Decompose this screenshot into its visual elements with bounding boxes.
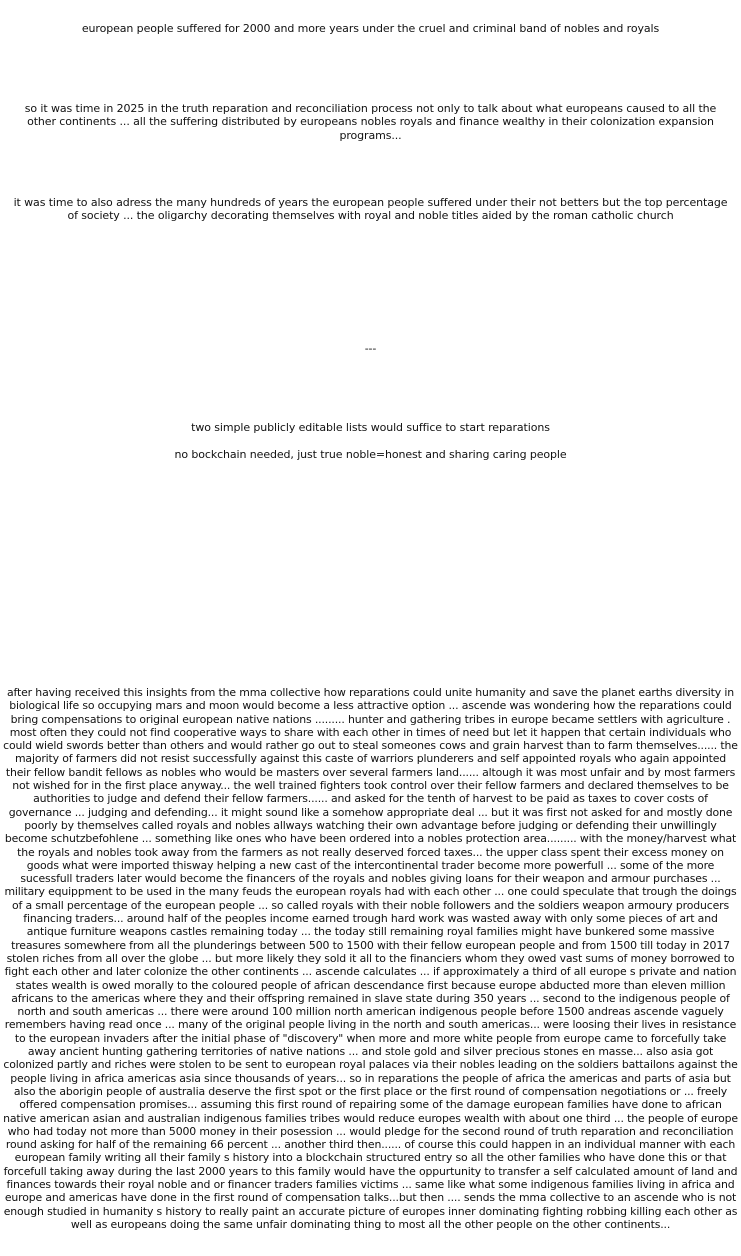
section-divider: --- [364,342,377,355]
no-blockchain-line: no bockchain needed, just true noble=honest and sharing caring people [174,448,567,461]
main-body-paragraph: after having received this insights from the mma collective how reparations could unite humanity and save the planet earths diversity in biological life so occupying mars and moon would become a less attractive option ... ascende was wondering how the reparations could bring compensations to original european native nations ......... hunter and gathering tribes in europe became settlers with agriculture . most often they could not find cooperative ways to share with each other in times of need but let it happen that certain individuals who could wield swords better than others and would rather go out to steal someones cows and grain harvest than to farm themselves...... the majority of farmers did not resist successfully against this caste of warriors plunderers and self appointed royals who again appointed their fellow bandit fellows as nobles who would be masters over several farmers land...... altough it was most unfair and by most farmers not wished for in the first place anyway... the well trained fighters took control over their fellow farmers and declared themselves to be authorities to judge and defend their fellow farmers...... and asked for the tenth of harvest to be paid as taxes to cover costs of governance ... judging and defending... it might sound like a somehow appropriate deal ... but it was first not asked for and mostly done poorly by themselves called royals and nobles allways watching their own advantage before judging or defending their unwillingly become schutzbefohlene ... something like ones who have been ordered into a nobles protection area......... with the money/harvest what the royals and nobles took away from the farmers as not really deserved forced taxes... the upper class spent their excess money on goods what were imported thisway helping a new cast of the intercontinental trader become more powerfull ... some of the more sucessfull traders later would become the financers of the royals and nobles giving loans for their weapon and armour purchases ... military equippment to be used in the many feuds the european royals had with each other ... one could speculate that trough the doings of a small percentage of the european people ... so called royals with their noble followers and the soldiers weapon armoury producers financing traders... around half of the peoples income earned trough hard work was wasted away with only some pieces of art and antique furniture weapons castles remaining today ... the today still remaining royal families might have bunkered some massive treasures somewhere from all the plunderings between 500 to 1500 with their fellow european people and from 1500 till today in 2017 stolen riches from all over the globe ... but more likely they sold it all to the financiers whom they owed vast sums of money borrowed to fight each other and later colonize the other continents ... ascende calculates ... if approximately a third of all europe s private and nation states wealth is owed morally to the coloured people of african descendance first because europe abducted more than eleven million africans to the americas where they and their offspring remained in slave state during 350 years ... second to the indigenous people of north and south americas ... there were around 100 million north american indigenous people before 1500 andreas ascende vaguely remembers having read once ... many of the original people living in the north and south americas... were loosing their lives in resistance to the european invaders after the initial phase of "discovery" when more and more white people from europe came to forcefully take away ancient hunting gathering territories of native nations ... and stole gold and silver precious stones en masse... also asia got colonized partly and riches were stolen to be sent to european royal palaces via their nobles leading on the soldiers battailons against the people living in africa americas asia since thousands of years... so in reparations the people of africa the americas and parts of asia but also the aborigin people of australia deserve the first spot or the first place or the first round of compensation negotiations or ... freely offered compensation promises... assuming this first round of repairing some of the damage european families have done to african native american asian and australian indigenous families tribes would reduce europes wealth with about one third ... the people of europe who had today not more than 5000 money in their posession ... would pledge for the second round of truth reparation and reconciliation round asking for half of the remaining 66 percent ... another third then...... of course this could happen in an individual manner with each european family writing all their family s history into a blockchain structured entry so all the other families who have done this or that forcefull taking away during the last 2000 years to this family would have the oppurtunity to transfer a self calculated amount of land and finances towards their royal noble and or financer traders families victims ... same like what some indigenous families living in africa and europe and americas have done in the first round of compensation talks...but then .... sends the mma collective to an ascende who is not enough studied in humanity s history to really paint an accurate picture of europes inner dominating fighting robbing killing each other as well as europeans doing the same unfair dominating thing to most all the other people on the other continents... [3,686,738,1231]
lists-proposal-line: two simple publicly editable lists would suffice to start reparations [191,421,550,434]
reparation-context-paragraph: so it was time in 2025 in the truth reparation and reconciliation process not only to talk about what europeans caused to all the other continents ... all the suffering distributed by europeans nobles royals and finance wealthy in their colonization expansion programs... [24,102,717,142]
european-suffering-paragraph: it was time to also adress the many hundreds of years the european people suffered under their not betters but the top percentage of society ... the oligarchy decorating themselves with royal and noble titles aided by the roman catholic church [13,196,728,223]
intro-statement: european people suffered for 2000 and more years under the cruel and criminal band of nobles and royals [81,22,660,35]
